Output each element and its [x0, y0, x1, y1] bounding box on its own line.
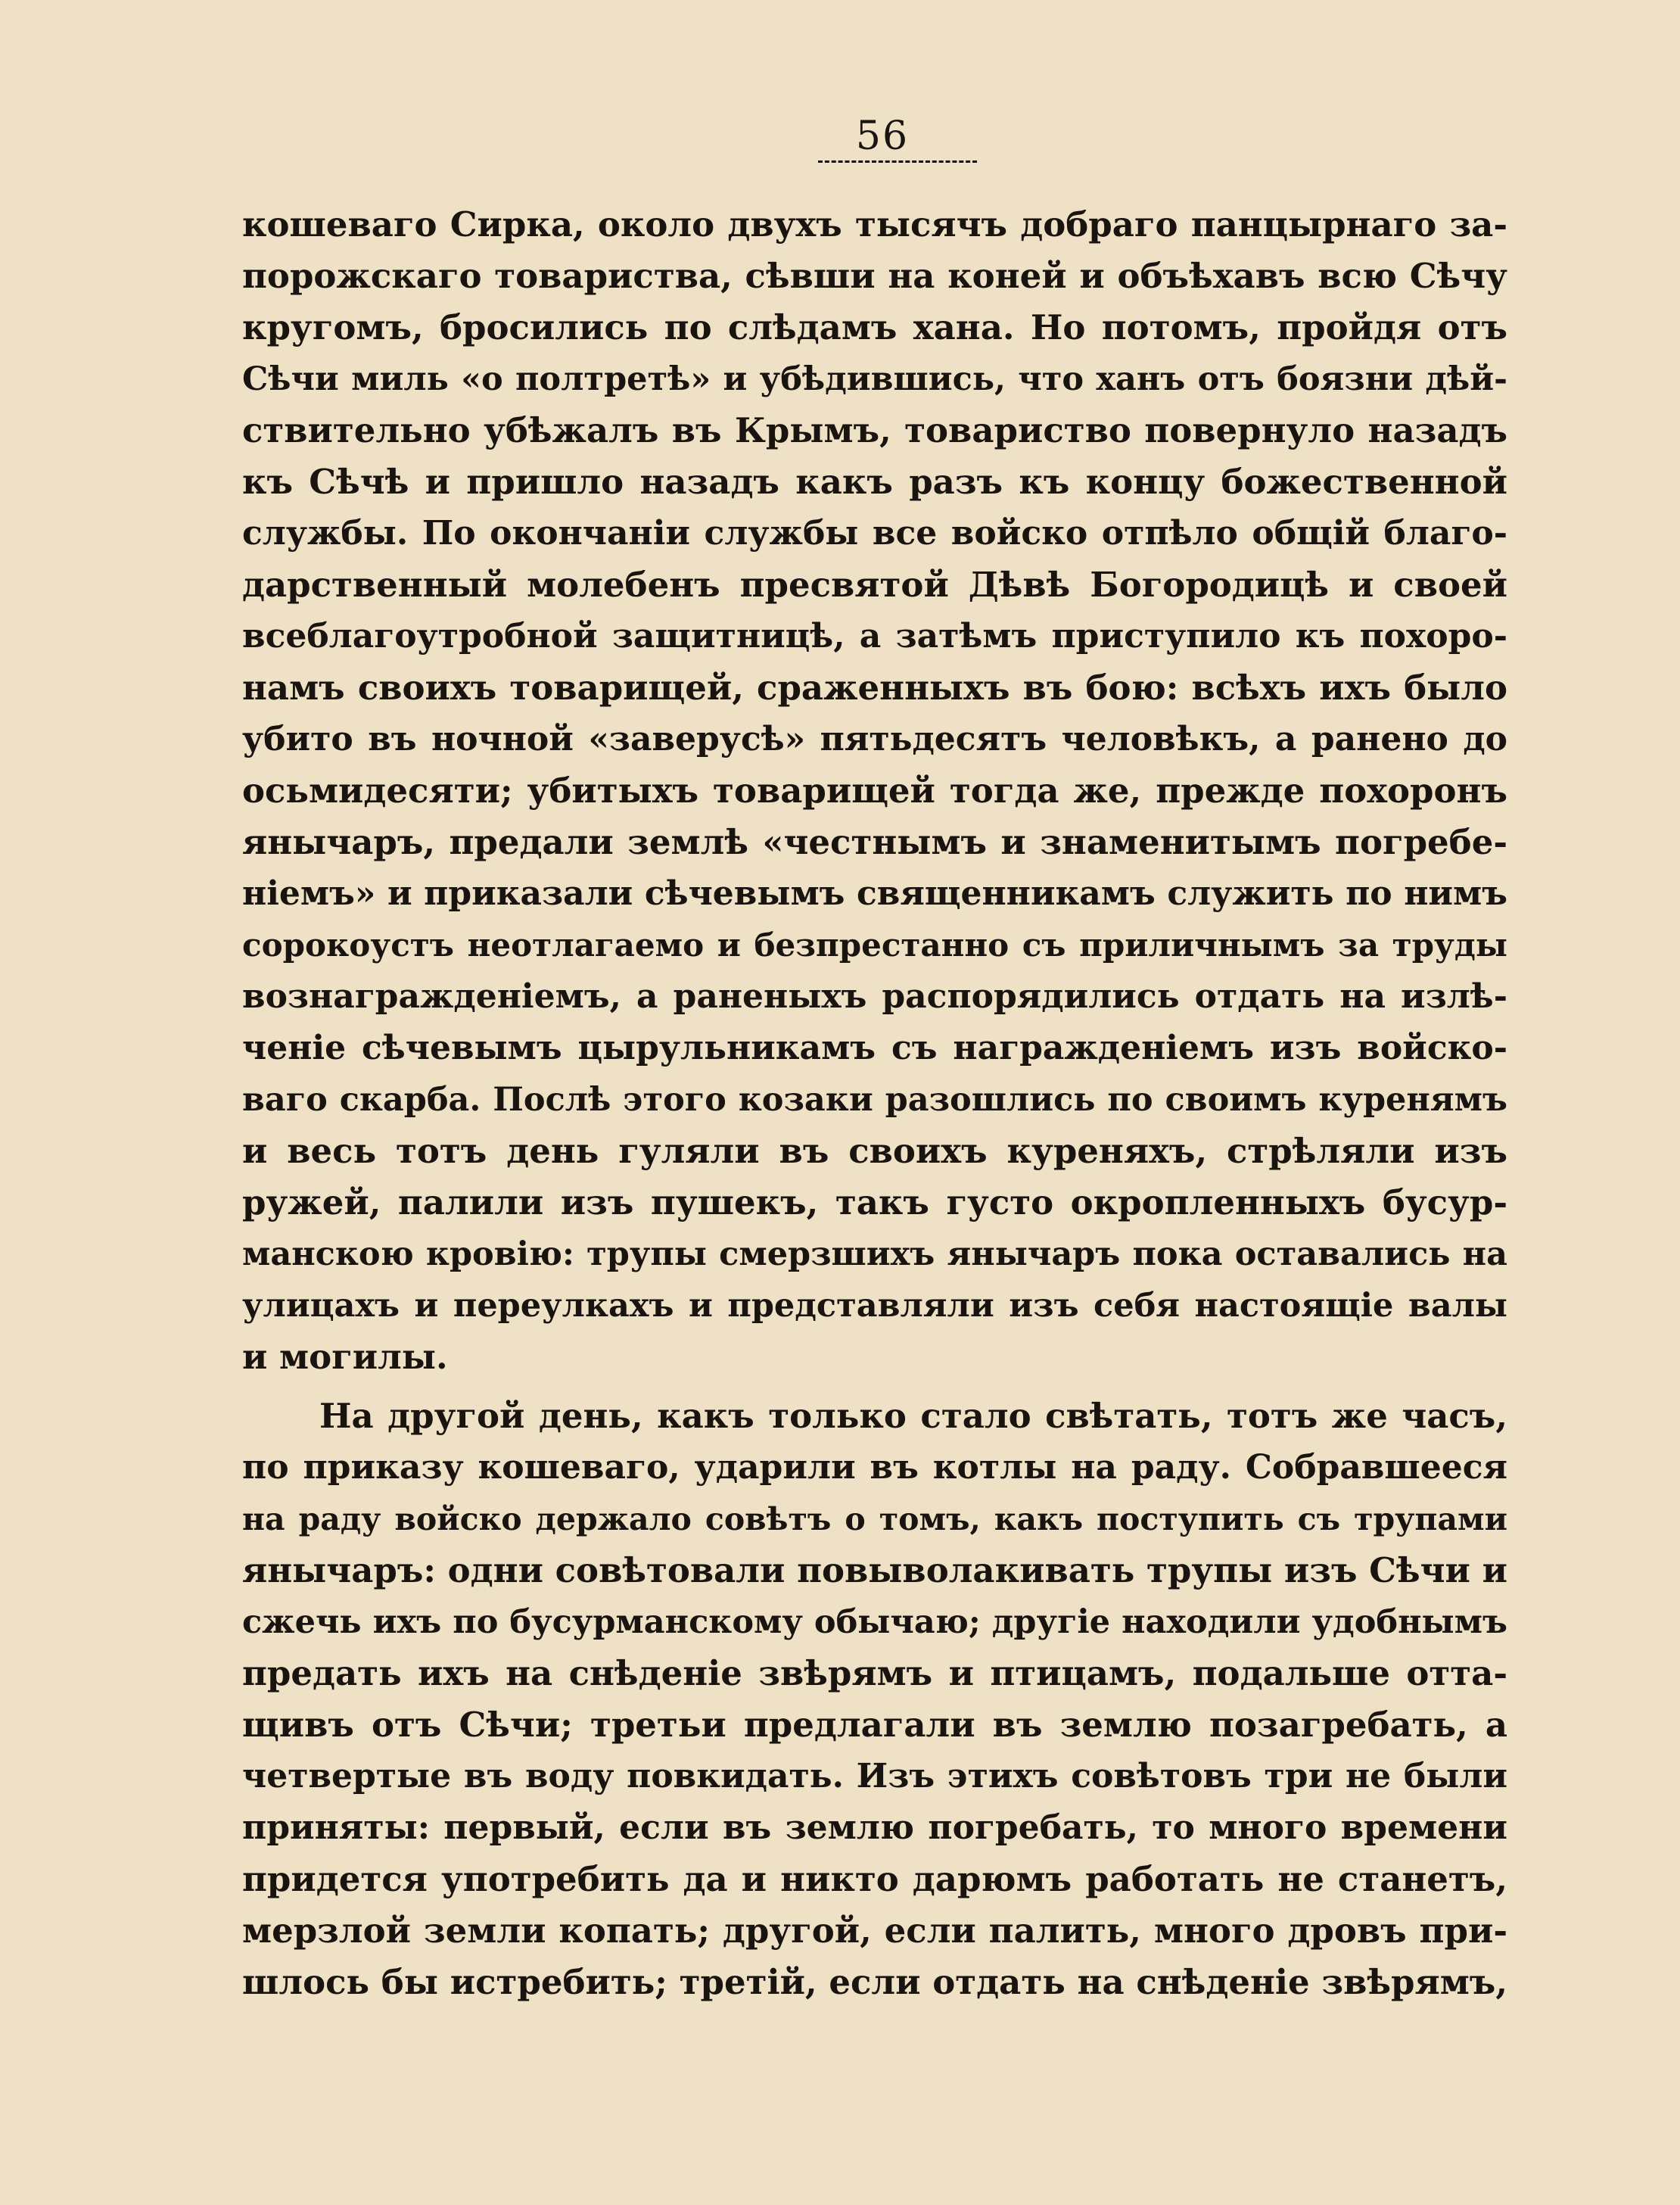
text-line: На другой день, какъ только стало свѣтать, тотъ же часъ,: [319, 1396, 1507, 1436]
page-number-rule: [818, 160, 977, 163]
paragraph-2: [242, 1391, 1507, 2008]
text-line: шлось бы истребить; третій, если отдать на снѣденіе звѣрямъ,: [242, 1962, 1507, 2002]
text-line: и могилы.: [242, 1337, 448, 1377]
text-line: четвертые въ воду повкидать. Изъ этихъ совѣтовъ три не были: [242, 1757, 1507, 1795]
text-line: янычаръ, предали землѣ «честнымъ и знаменитымъ погребе-: [242, 822, 1507, 862]
text-line: янычаръ: одни совѣтовали повыволакивать трупы изъ Сѣчи и: [242, 1550, 1507, 1590]
text-line: ніемъ» и приказали сѣчевымъ священникамъ служить по нимъ: [242, 874, 1507, 913]
text-line: кошеваго Сирка, около двухъ тысячъ добраго панцырнаго за-: [242, 204, 1507, 244]
book-page: [242, 114, 1507, 2008]
text-line: ствительно убѣжалъ въ Крымъ, товариство повернуло назадъ: [242, 410, 1507, 450]
page-number: 56: [855, 114, 910, 159]
text-line: вознагражденіемъ, а раненыхъ распорядились отдать на излѣ-: [242, 977, 1507, 1016]
text-line: кругомъ, бросились по слѣдамъ хана. Но потомъ, пройдя отъ: [242, 307, 1507, 347]
text-line: щивъ отъ Сѣчи; третьи предлагали въ землю позагребать, а: [242, 1705, 1507, 1745]
text-line: намъ своихъ товарищей, сраженныхъ въ бою: всѣхъ ихъ было: [242, 668, 1507, 708]
body-text: [242, 199, 1507, 2008]
text-line: улицахъ и переулкахъ и представляли изъ себя настоящіе валы: [242, 1287, 1507, 1325]
text-line: на раду войско держало совѣтъ о томъ, какъ поступить съ трупами: [242, 1501, 1507, 1537]
paragraph-1: [242, 199, 1507, 1383]
text-line: сорокоустъ неотлагаемо и безпрестанно съ приличнымъ за труды: [242, 927, 1507, 964]
text-line: Сѣчи миль «о полтретѣ» и убѣдившись, что ханъ отъ боязни дѣй-: [242, 360, 1507, 398]
text-line: порожскаго товариства, сѣвши на коней и объѣхавъ всю Сѣчу: [242, 256, 1507, 296]
text-line: и весь тотъ день гуляли въ своихъ куреняхъ, стрѣляли изъ: [242, 1131, 1507, 1171]
text-line: къ Сѣчѣ и пришло назадъ какъ разъ къ концу божественной: [242, 462, 1507, 502]
text-line: осьмидесяти; убитыхъ товарищей тогда же, прежде похоронъ: [242, 771, 1507, 811]
text-line: убито въ ночной «заверусѣ» пятьдесятъ человѣкъ, а ранено до: [242, 720, 1507, 758]
text-line: дарственный молебенъ пресвятой Дѣвѣ Богородицѣ и своей: [242, 565, 1507, 605]
text-line: всеблагоутробной защитницѣ, а затѣмъ приступило къ похоро-: [242, 617, 1507, 656]
text-line: ружей, палили изъ пушекъ, такъ густо окропленныхъ бусур-: [242, 1182, 1507, 1222]
text-line: мерзлой земли копать; другой, если палить, много дровъ при-: [242, 1911, 1507, 1951]
text-line: манскою кровію: трупы смерзшихъ янычаръ пока оставались на: [242, 1235, 1507, 1273]
text-line: придется употребить да и никто дарюмъ работать не станетъ,: [242, 1859, 1507, 1899]
text-line: ваго скарба. Послѣ этого козаки разошлись по своимъ куренямъ: [242, 1081, 1507, 1119]
text-line: приняты: первый, если въ землю погребать, то много времени: [242, 1808, 1507, 1847]
text-line: службы. По окончаніи службы все войско отпѣло общій благо-: [242, 514, 1507, 553]
text-line: по приказу кошеваго, ударили въ котлы на раду. Собравшееся: [242, 1448, 1507, 1487]
text-line: сжечь ихъ по бусурманскому обычаю; другіе находили удобнымъ: [242, 1603, 1507, 1641]
paragraph-gap: [242, 1383, 1507, 1391]
text-line: ченіе сѣчевымъ цырульникамъ съ награжденіемъ изъ войско-: [242, 1029, 1507, 1067]
text-line: предать ихъ на снѣденіе звѣрямъ и птицамъ, подальше отта-: [242, 1653, 1507, 1693]
